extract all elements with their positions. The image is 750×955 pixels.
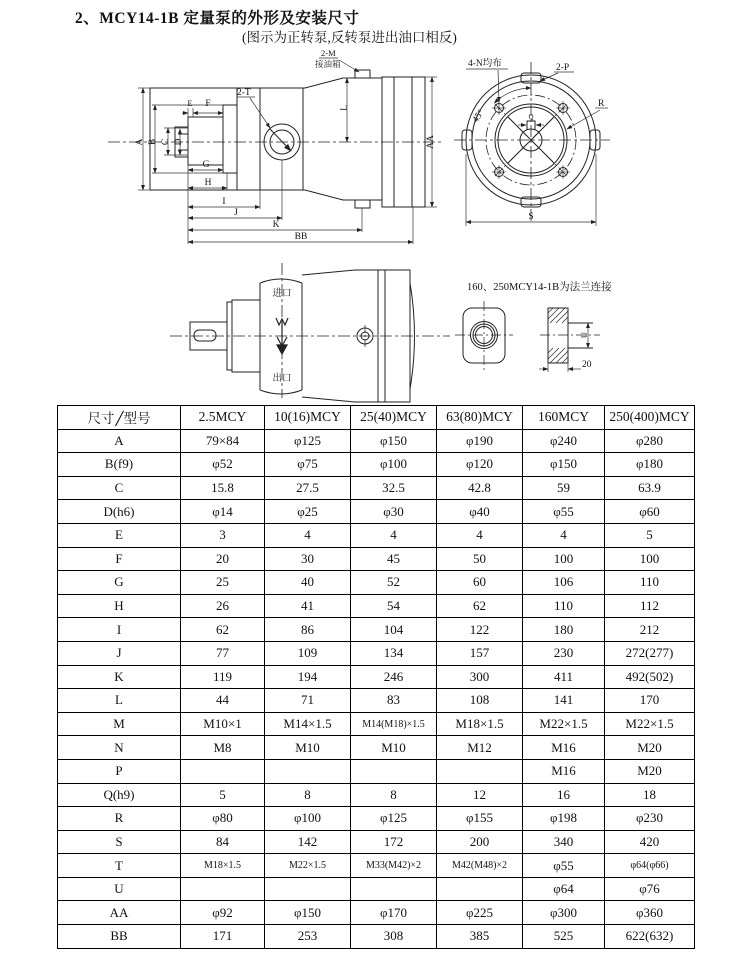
value-cell: M10×1: [181, 712, 265, 736]
value-cell: M22×1.5: [523, 712, 605, 736]
dimension-table-body: [58, 429, 695, 948]
value-cell: φ25: [265, 500, 351, 524]
value-cell: [351, 759, 437, 783]
value-cell: [265, 877, 351, 901]
value-cell: [437, 877, 523, 901]
table-row: [58, 641, 695, 665]
model-header: 160MCY: [523, 406, 605, 430]
dim-label-K: K: [272, 220, 280, 230]
value-cell: φ64(φ66): [605, 854, 695, 878]
dim-label-F: F: [205, 99, 211, 109]
value-cell: 340: [523, 830, 605, 854]
value-cell: 45: [351, 547, 437, 571]
value-cell: 272(277): [605, 641, 695, 665]
dimension-table: [57, 405, 695, 949]
dim-cell: S: [58, 830, 181, 854]
value-cell: 8: [265, 783, 351, 807]
dim-label-I: I: [222, 197, 226, 207]
table-row: [58, 783, 695, 807]
outlet-label: 出口: [272, 374, 292, 384]
value-cell: φ100: [351, 453, 437, 477]
value-cell: 40: [265, 571, 351, 595]
value-cell: 77: [181, 641, 265, 665]
value-cell: φ64: [523, 877, 605, 901]
value-cell: M10: [265, 736, 351, 760]
value-cell: φ240: [523, 429, 605, 453]
dim-cell: B(f9): [58, 453, 181, 477]
value-cell: [437, 759, 523, 783]
front-port-label: 2-P: [556, 63, 570, 73]
dim-label-J: J: [234, 208, 238, 218]
table-row: [58, 807, 695, 831]
flange-face-outline: [454, 62, 610, 222]
value-cell: M14×1.5: [265, 712, 351, 736]
value-cell: 18: [605, 783, 695, 807]
dim-cell: H: [58, 594, 181, 618]
value-cell: 86: [265, 618, 351, 642]
value-cell: 142: [265, 830, 351, 854]
table-row: [58, 547, 695, 571]
value-cell: 62: [437, 594, 523, 618]
dim-cell: BB: [58, 925, 181, 949]
table-row: [58, 523, 695, 547]
diagonal-divider: [115, 411, 124, 426]
dim-label-BB: BB: [294, 232, 308, 242]
value-cell: 253: [265, 925, 351, 949]
dim-label-B: B: [148, 138, 158, 146]
value-cell: 411: [523, 665, 605, 689]
inlet-label: 进口: [272, 289, 292, 299]
value-cell: 4: [265, 523, 351, 547]
value-cell: 83: [351, 689, 437, 713]
dim-cell: P: [58, 759, 181, 783]
value-cell: 112: [605, 594, 695, 618]
value-cell: φ55: [523, 500, 605, 524]
value-cell: M18×1.5: [437, 712, 523, 736]
value-cell: φ120: [437, 453, 523, 477]
value-cell: 104: [351, 618, 437, 642]
corner-right: 型号: [123, 411, 151, 427]
hatching: [548, 308, 568, 363]
value-cell: 119: [181, 665, 265, 689]
value-cell: 15.8: [181, 476, 265, 500]
table-row: [58, 571, 695, 595]
table-row: [58, 594, 695, 618]
value-cell: φ14: [181, 500, 265, 524]
value-cell: φ60: [605, 500, 695, 524]
value-cell: φ280: [605, 429, 695, 453]
value-cell: [181, 877, 265, 901]
value-cell: 54: [351, 594, 437, 618]
table-row: [58, 901, 695, 925]
dim-cell: E: [58, 523, 181, 547]
value-cell: 200: [437, 830, 523, 854]
value-cell: 63.9: [605, 476, 695, 500]
table-row: [58, 429, 695, 453]
value-cell: M18×1.5: [181, 854, 265, 878]
depth-label: 20: [582, 360, 592, 370]
drain-note-label: 接油箱: [315, 59, 341, 69]
value-cell: φ150: [265, 901, 351, 925]
flange-drawing: [455, 275, 720, 400]
value-cell: 25: [181, 571, 265, 595]
value-cell: 42.8: [437, 476, 523, 500]
table-row: [58, 830, 695, 854]
value-cell: 108: [437, 689, 523, 713]
value-cell: 26: [181, 594, 265, 618]
value-cell: 27.5: [265, 476, 351, 500]
value-cell: 180: [523, 618, 605, 642]
value-cell: 134: [351, 641, 437, 665]
value-cell: M12: [437, 736, 523, 760]
value-cell: φ125: [351, 807, 437, 831]
value-cell: M16: [523, 736, 605, 760]
table-row: [58, 618, 695, 642]
table-row: [58, 476, 695, 500]
value-cell: 44: [181, 689, 265, 713]
dim-label-E: E: [187, 99, 193, 108]
value-cell: 110: [605, 571, 695, 595]
dim-cell: Q(h9): [58, 783, 181, 807]
page-subtitle: (图示为正转泵,反转泵进出油口相反): [242, 30, 457, 45]
value-cell: φ30: [351, 500, 437, 524]
value-cell: 525: [523, 925, 605, 949]
value-cell: M20: [605, 736, 695, 760]
flow-pump-outline: [170, 263, 450, 402]
side-view-drawing: [100, 48, 450, 260]
table-header-row: [58, 406, 695, 430]
table-row: [58, 925, 695, 949]
u-label: U: [579, 331, 589, 339]
value-cell: 41: [265, 594, 351, 618]
value-cell: 122: [437, 618, 523, 642]
value-cell: 170: [605, 689, 695, 713]
value-cell: 50: [437, 547, 523, 571]
value-cell: φ155: [437, 807, 523, 831]
value-cell: φ150: [351, 429, 437, 453]
dim-cell: M: [58, 712, 181, 736]
value-cell: 4: [523, 523, 605, 547]
flange-front-view: [455, 301, 513, 370]
corner-left: 尺寸: [87, 411, 115, 427]
table-row: [58, 854, 695, 878]
front-dimensions: [466, 57, 608, 226]
shaft-keyway: [194, 330, 216, 341]
value-cell: φ225: [437, 901, 523, 925]
value-cell: 141: [523, 689, 605, 713]
model-header: 10(16)MCY: [265, 406, 351, 430]
dim-cell: F: [58, 547, 181, 571]
value-cell: 60: [437, 571, 523, 595]
side-port-label: 2-T: [237, 88, 251, 98]
value-cell: φ190: [437, 429, 523, 453]
dim-cell: AA: [58, 901, 181, 925]
dim-cell: T: [58, 854, 181, 878]
model-header: 2.5MCY: [181, 406, 265, 430]
value-cell: 194: [265, 665, 351, 689]
value-cell: 171: [181, 925, 265, 949]
drain-port-label: 2-M: [321, 48, 336, 58]
value-cell: 30: [265, 547, 351, 571]
value-cell: 84: [181, 830, 265, 854]
value-cell: 16: [523, 783, 605, 807]
value-cell: φ300: [523, 901, 605, 925]
value-cell: 3: [181, 523, 265, 547]
dim-cell: G: [58, 571, 181, 595]
value-cell: 212: [605, 618, 695, 642]
value-cell: φ40: [437, 500, 523, 524]
value-cell: 420: [605, 830, 695, 854]
value-cell: 12: [437, 783, 523, 807]
value-cell: φ360: [605, 901, 695, 925]
value-cell: M33(M42)×2: [351, 854, 437, 878]
bolt-note-label: 4-N均布: [468, 59, 502, 69]
table-row: [58, 759, 695, 783]
value-cell: φ52: [181, 453, 265, 477]
value-cell: 8: [351, 783, 437, 807]
angle-label: 45°: [470, 108, 487, 125]
dim-label-A: A: [135, 138, 145, 146]
value-cell: M8: [181, 736, 265, 760]
key-width-label: Q: [528, 113, 534, 121]
table-row: [58, 453, 695, 477]
model-header: 63(80)MCY: [437, 406, 523, 430]
model-header: 250(400)MCY: [605, 406, 695, 430]
value-cell: [265, 759, 351, 783]
dim-cell: D(h6): [58, 500, 181, 524]
dim-cell: U: [58, 877, 181, 901]
value-cell: 20: [181, 547, 265, 571]
value-cell: 4: [351, 523, 437, 547]
dim-label-G: G: [202, 160, 210, 170]
dim-cell: R: [58, 807, 181, 831]
value-cell: M20: [605, 759, 695, 783]
value-cell: 106: [523, 571, 605, 595]
page-title: 2、MCY14-1B 定量泵的外形及安装尺寸: [75, 10, 360, 27]
table-row: [58, 877, 695, 901]
value-cell: φ76: [605, 877, 695, 901]
value-cell: φ230: [605, 807, 695, 831]
s-label: S: [528, 212, 534, 222]
value-cell: M42(M48)×2: [437, 854, 523, 878]
value-cell: φ150: [523, 453, 605, 477]
value-cell: 32.5: [351, 476, 437, 500]
flange-note: 160、250MCY14-1B为法兰连接: [467, 282, 612, 293]
value-cell: 59: [523, 476, 605, 500]
dim-cell: C: [58, 476, 181, 500]
value-cell: 300: [437, 665, 523, 689]
table-row: [58, 500, 695, 524]
value-cell: φ170: [351, 901, 437, 925]
value-cell: M14(M18)×1.5: [351, 712, 437, 736]
value-cell: 5: [181, 783, 265, 807]
drain-fitting-bottom: [355, 200, 370, 208]
dim-cell: J: [58, 641, 181, 665]
value-cell: 110: [523, 594, 605, 618]
front-view-drawing: [440, 50, 750, 265]
value-cell: 100: [523, 547, 605, 571]
corner-cell: [58, 406, 181, 430]
value-cell: M10: [351, 736, 437, 760]
value-cell: φ180: [605, 453, 695, 477]
table-row: [58, 712, 695, 736]
dim-cell: A: [58, 429, 181, 453]
dim-cell: N: [58, 736, 181, 760]
table-row: [58, 665, 695, 689]
dim-cell: L: [58, 689, 181, 713]
dim-cell: K: [58, 665, 181, 689]
dim-label-L: L: [340, 105, 350, 111]
value-cell: M22×1.5: [265, 854, 351, 878]
value-cell: 79×84: [181, 429, 265, 453]
value-cell: 100: [605, 547, 695, 571]
flow-view-drawing: [165, 255, 455, 405]
r-label: R: [598, 99, 605, 109]
value-cell: 385: [437, 925, 523, 949]
value-cell: 157: [437, 641, 523, 665]
dim-label-AA: AA: [426, 135, 436, 149]
value-cell: φ198: [523, 807, 605, 831]
value-cell: 172: [351, 830, 437, 854]
value-cell: 492(502): [605, 665, 695, 689]
value-cell: φ55: [523, 854, 605, 878]
value-cell: φ80: [181, 807, 265, 831]
value-cell: [351, 877, 437, 901]
value-cell: φ100: [265, 807, 351, 831]
value-cell: M22×1.5: [605, 712, 695, 736]
value-cell: 5: [605, 523, 695, 547]
value-cell: 62: [181, 618, 265, 642]
value-cell: 622(632): [605, 925, 695, 949]
value-cell: 230: [523, 641, 605, 665]
value-cell: φ125: [265, 429, 351, 453]
value-cell: 52: [351, 571, 437, 595]
value-cell: 308: [351, 925, 437, 949]
dim-label-H: H: [204, 178, 212, 188]
value-cell: φ92: [181, 901, 265, 925]
value-cell: [181, 759, 265, 783]
value-cell: φ75: [265, 453, 351, 477]
value-cell: M16: [523, 759, 605, 783]
table-row: [58, 736, 695, 760]
value-cell: 71: [265, 689, 351, 713]
table-row: [58, 689, 695, 713]
dim-label-C: C: [161, 138, 171, 146]
dim-label-D: D: [174, 138, 184, 146]
model-header: 25(40)MCY: [351, 406, 437, 430]
value-cell: 246: [351, 665, 437, 689]
dim-cell: I: [58, 618, 181, 642]
value-cell: 109: [265, 641, 351, 665]
value-cell: 4: [437, 523, 523, 547]
pump-outline: [108, 70, 444, 208]
flange-section-view: [540, 308, 600, 363]
